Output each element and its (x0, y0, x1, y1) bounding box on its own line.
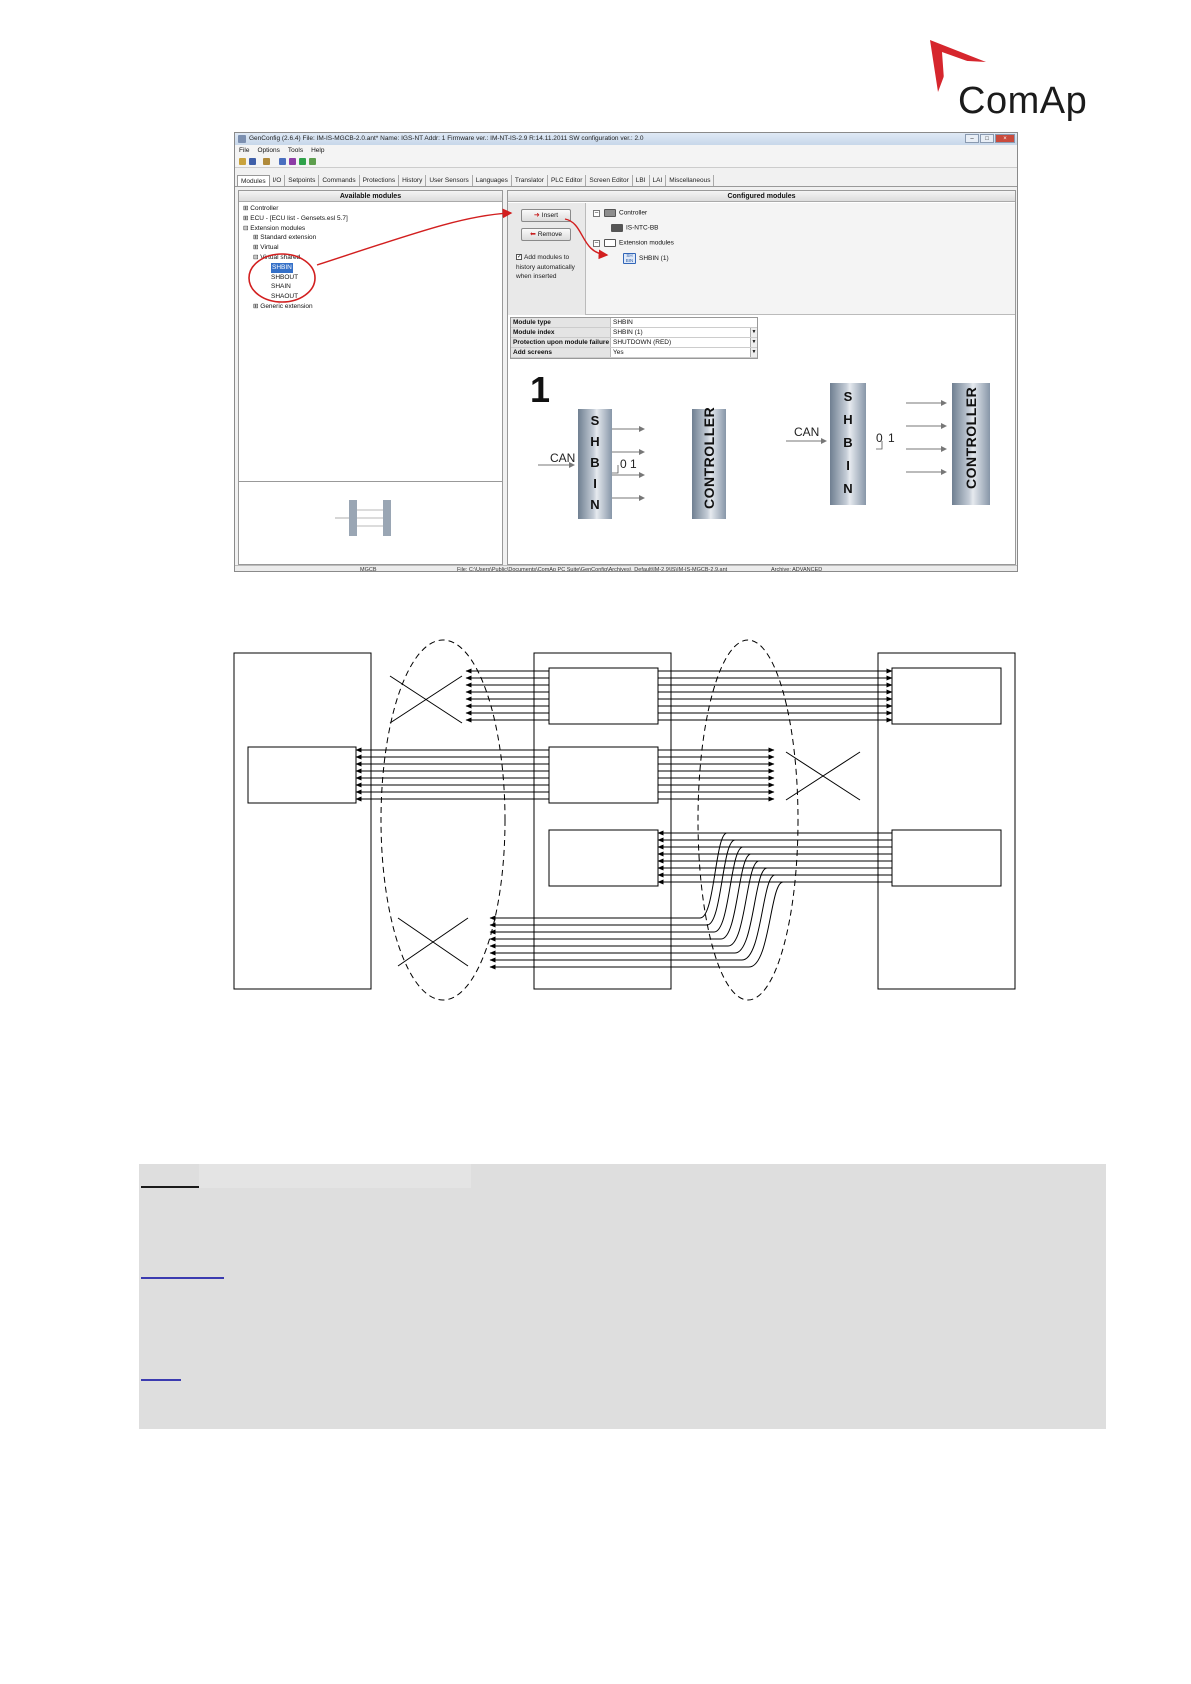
module-middle-bottom-box (549, 830, 658, 886)
tree-item-generic[interactable]: ⊞ Generic extension (253, 302, 313, 310)
menu-tools[interactable]: Tools (287, 147, 304, 154)
genconfig-window (234, 132, 1018, 572)
dropdown-icon[interactable]: ▼ (751, 339, 757, 345)
comap-logo-text: ComAp (958, 80, 1088, 122)
available-modules-tree (239, 202, 502, 314)
bus-lines-bottom (490, 833, 892, 967)
prop-row-index[interactable]: Module index SHBIN (1) ▼ (513, 329, 757, 336)
bit-one-right: 1 (888, 431, 895, 445)
insert-button[interactable]: ➜ Insert (521, 209, 571, 222)
module-properties (510, 317, 758, 359)
arrow-right-icon: ➜ (533, 212, 540, 219)
tree-item-virtual[interactable]: ⊞ Virtual (253, 244, 279, 252)
status-file: File: C:\Users\Public\Documents\ComAp PC Suite\GenConfig\Archives\_Default\IM-2.9\IS\IM-IS-MGCB-2.9.ant (457, 567, 728, 572)
write-controller-icon[interactable] (289, 158, 296, 165)
cfg-item-shbin[interactable]: SH BIN SHBIN (1) (623, 253, 669, 264)
can-label-left: CAN (550, 451, 576, 465)
tree-item-ecu[interactable]: ⊞ ECU - [ECU list - Gensets.esl 5.7] (243, 214, 348, 222)
module-right-top-box (892, 668, 1001, 724)
comap-logo (928, 38, 1098, 124)
tab-modules[interactable]: Modules (237, 175, 270, 186)
controller-left-box (234, 653, 371, 989)
bit-zero-left: 0 (620, 457, 627, 471)
tab-lbi[interactable]: LBI (633, 175, 650, 186)
import-icon[interactable] (263, 158, 270, 165)
shared-bus-diagram (0, 628, 1191, 1028)
cfg-item-is-ntc[interactable]: IS-NTC-BB (611, 224, 659, 232)
tree-item-shbin[interactable]: SHBIN (272, 263, 292, 271)
bus-ellipse-left (381, 640, 505, 1000)
tree-item-shbout[interactable]: SHBOUT (271, 273, 299, 281)
bus-lines-top (466, 671, 892, 720)
tab-history[interactable]: History (399, 175, 426, 186)
note-heading-underline (141, 1186, 199, 1188)
remove-button[interactable]: ⬅ Remove (521, 228, 571, 241)
tab-io[interactable]: I/O (270, 175, 286, 186)
close-button[interactable]: × (995, 134, 1015, 143)
dropdown-icon[interactable]: ▼ (751, 329, 757, 335)
note-box (139, 1164, 1106, 1429)
configured-modules-title: Configured modules (508, 191, 1015, 202)
app-icon (238, 135, 246, 143)
bit-zero-right: 0 (876, 431, 883, 445)
tab-user-sensors[interactable]: User Sensors (426, 175, 472, 186)
tab-plc-editor[interactable]: PLC Editor (548, 175, 586, 186)
can-label-right: CAN (794, 425, 820, 439)
tree-item-shaout[interactable]: SHAOUT (271, 293, 299, 301)
prop-row-screens[interactable]: Add screens Yes ▼ (513, 349, 757, 356)
status-controller: MGCB (360, 567, 377, 572)
menu-bar (235, 145, 1017, 156)
check-options-icon[interactable] (309, 158, 316, 165)
tab-protections[interactable]: Protections (360, 175, 400, 186)
cfg-item-extension[interactable]: – Extension modules (594, 239, 674, 247)
module-icon (611, 224, 623, 232)
note-link-underline-1[interactable] (141, 1277, 224, 1279)
shbin-module-icon: SH BIN (623, 253, 636, 264)
module-left-box (248, 747, 356, 803)
tree-item-shain[interactable]: SHAIN (271, 283, 291, 291)
window-titlebar (235, 133, 1017, 145)
controller-bar-right: CONTROLLER (952, 383, 990, 505)
cfg-item-controller[interactable]: – Controller (594, 209, 648, 217)
open-icon[interactable] (239, 158, 246, 165)
module-middle-top-box (549, 668, 658, 724)
controller-icon (604, 209, 616, 217)
shbin-bar-left: S H B I N (578, 409, 612, 519)
shbin-bar-right: S H B I N (830, 383, 866, 505)
module-preview (238, 481, 503, 565)
module-preview-thumbnail (239, 482, 502, 564)
check-icon[interactable] (299, 158, 306, 165)
tree-item-virtual-shared[interactable]: ⊟ Virtual shared (253, 253, 301, 261)
minimize-button[interactable]: – (965, 134, 979, 143)
configured-modules-actions (508, 203, 586, 315)
prop-row-type: Module type SHBIN (511, 318, 757, 328)
tree-item-standard[interactable]: ⊞ Standard extension (253, 234, 317, 242)
menu-options[interactable]: Options (257, 147, 280, 154)
bit-one-left: 1 (630, 457, 637, 471)
module-right-bottom-box (892, 830, 1001, 886)
diagram-number: 1 (530, 369, 551, 410)
tab-screen-editor[interactable]: Screen Editor (586, 175, 632, 186)
arrow-left-icon: ⬅ (529, 231, 536, 238)
tab-languages[interactable]: Languages (473, 175, 512, 186)
available-modules-title: Available modules (239, 191, 502, 202)
tab-commands[interactable]: Commands (319, 175, 359, 186)
bus-lines-middle (356, 750, 774, 799)
tree-item-extension[interactable]: ⊟ Extension modules (243, 224, 306, 232)
status-archive: Archive: ADVANCED (771, 567, 823, 572)
add-history-checkbox[interactable]: ✓ Add modules to history automatically when inserted (516, 254, 575, 280)
prop-row-protection[interactable]: Protection upon module failure SHUTDOWN (RED) ▼ (513, 339, 757, 346)
extension-icon (604, 239, 616, 247)
tab-translator[interactable]: Translator (512, 175, 548, 186)
controller-right-box (878, 653, 1015, 989)
module-middle-center-box (549, 747, 658, 803)
configured-modules-area (508, 203, 1015, 315)
tab-bar (235, 175, 1017, 187)
note-heading-area (199, 1164, 471, 1188)
maximize-button[interactable]: □ (980, 134, 994, 143)
configured-modules-panel (507, 190, 1016, 565)
tab-miscellaneous[interactable]: Miscellaneous (666, 175, 714, 186)
dropdown-icon[interactable]: ▼ (751, 349, 757, 355)
controller-bar-left: CONTROLLER (692, 409, 726, 519)
read-controller-icon[interactable] (279, 158, 286, 165)
toolbar (235, 156, 1017, 168)
save-icon[interactable] (249, 158, 256, 165)
menu-file[interactable]: File (239, 147, 250, 154)
status-bar (235, 565, 1017, 572)
window-controls (965, 134, 1015, 143)
checkbox-checked-icon: ✓ (517, 254, 523, 261)
menu-help[interactable]: Help (311, 147, 325, 154)
window-title: GenConfig (2.6.4) File: IM-IS-MGCB-2.0.ant* Name: IGS-NT Addr: 1 Firmware ver.: IM-NT-IS-2.9 R:14.11.2011 SW configuration ver.: 2.0 (249, 135, 644, 142)
tree-item-controller[interactable]: ⊞ Controller (243, 205, 279, 212)
note-link-underline-2[interactable] (141, 1379, 181, 1381)
tab-lai[interactable]: LAI (650, 175, 667, 186)
tab-setpoints[interactable]: Setpoints (285, 175, 319, 186)
